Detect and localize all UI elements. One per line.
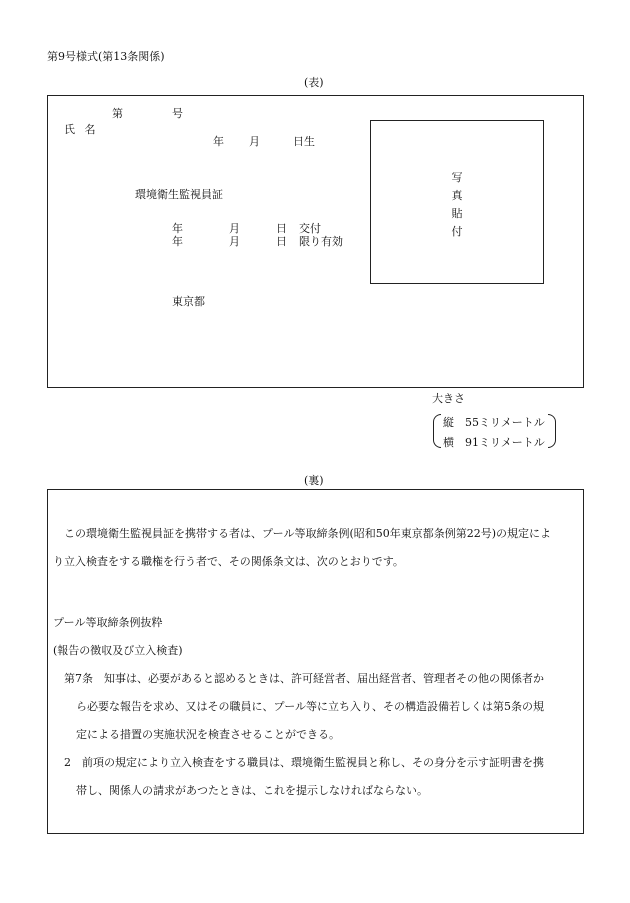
form-title: 第9号様式(第13条関係) — [47, 50, 165, 63]
birth-month: 月 — [249, 135, 260, 148]
article-line-2: ら必要な報告を求め、又はその職員に、プール等に立ち入り、その構造設備若しくは第5条の規 — [76, 700, 545, 713]
birth-year: 年 — [213, 135, 224, 148]
issue-month: 月 — [229, 222, 240, 235]
number-go: 号 — [172, 107, 183, 120]
excerpt-title: プール等取締条例抜粋 — [53, 616, 163, 629]
expiry-month: 月 — [229, 235, 240, 248]
photo-box — [370, 120, 544, 284]
article-line-1: 第7条 知事は、必要があると認めるときは、許可経営者、届出経営者、管理者その他の関係者か — [64, 672, 544, 685]
size-height: 縦 55ミリメートル — [443, 416, 545, 429]
size-width: 横 91ミリメートル — [443, 436, 545, 449]
para2-line-1: 2 前項の規定により立入検査をする職員は、環境衛生監視員と称し、その身分を示す証明書を携 — [64, 756, 544, 769]
para2-line-2: 帯し、関係人の請求があつたときは、これを提示しなければならない。 — [76, 784, 428, 797]
article-line-3: 定による措置の実施状況を検査させることができる。 — [76, 728, 340, 741]
photo-char-1: 写 — [451, 171, 463, 184]
expiry-label: 限り有効 — [299, 235, 343, 248]
birth-day: 日生 — [293, 135, 315, 148]
photo-char-4: 付 — [451, 225, 463, 238]
card-title: 環境衛生監視員証 — [135, 188, 223, 201]
photo-char-3: 貼 — [451, 207, 463, 220]
size-bracket-right — [548, 414, 556, 448]
expiry-day: 日 — [276, 235, 287, 248]
intro-line-2: り立入検査をする職権を行う者で、その関係条文は、次のとおりです。 — [53, 555, 404, 568]
back-card — [47, 489, 584, 834]
issue-day: 日 — [276, 222, 287, 235]
front-heading: (表) — [304, 76, 324, 89]
article-caption: (報告の徴収及び立入検査) — [53, 644, 183, 657]
intro-line-1: この環境衛生監視員証を携帯する者は、プール等取締条例(昭和50年東京都条例第22号)の規定によ — [64, 527, 552, 540]
size-bracket-left — [433, 414, 441, 448]
issue-year: 年 — [172, 222, 183, 235]
back-heading: (裏) — [304, 474, 324, 487]
photo-char-2: 真 — [451, 189, 463, 202]
number-dai: 第 — [112, 107, 123, 120]
size-note-title: 大きさ — [432, 392, 465, 405]
name-label: 氏 名 — [64, 123, 99, 136]
issuer: 東京都 — [172, 295, 205, 308]
expiry-year: 年 — [172, 235, 183, 248]
issue-label: 交付 — [299, 222, 321, 235]
